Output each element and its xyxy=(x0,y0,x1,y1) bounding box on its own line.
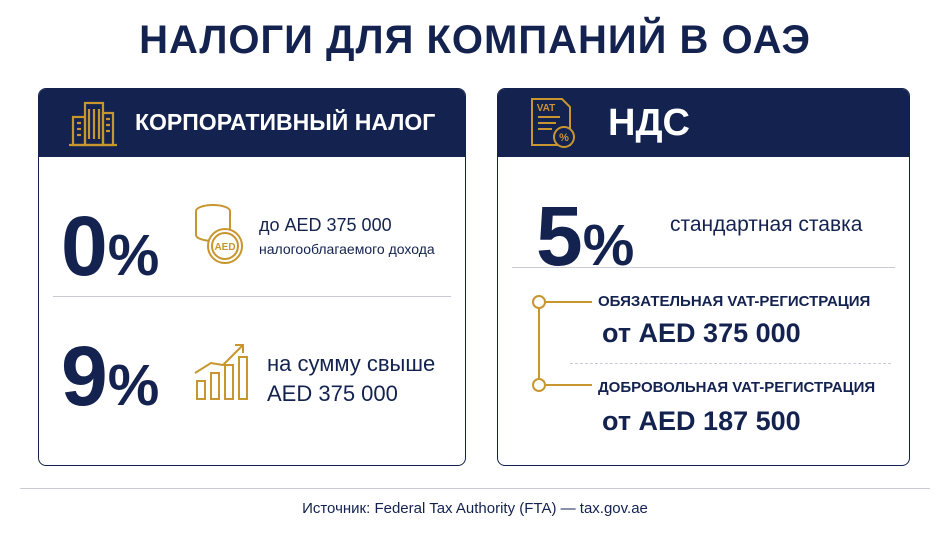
rate-nine-percent: % xyxy=(107,353,160,418)
page-title: НАЛОГИ ДЛЯ КОМПАНИЙ В ОАЭ xyxy=(139,18,811,62)
mandatory-registration-label: ОБЯЗАТЕЛЬНАЯ VAT-РЕГИСТРАЦИЯ xyxy=(598,293,871,310)
rate-zero-limit: до AED 375 000 xyxy=(259,215,392,235)
dashed-divider xyxy=(570,363,891,364)
rate-nine-number: 9 xyxy=(61,329,108,423)
timeline-connector xyxy=(528,292,598,392)
source-footer: Источник: Federal Tax Authority (FTA) — tax.gov.ae xyxy=(302,500,648,517)
vat-rate xyxy=(536,189,635,283)
rate-nine xyxy=(61,329,160,423)
corporate-tax-card xyxy=(38,88,466,466)
percent-glyph: % xyxy=(559,132,569,144)
office-building-icon xyxy=(65,95,121,151)
vat-card xyxy=(497,88,910,466)
vat-rate-percent: % xyxy=(582,213,635,278)
voluntary-registration-value: от AED 187 500 xyxy=(602,406,801,436)
growth-chart-icon xyxy=(191,339,253,403)
voluntary-registration-label: ДОБРОВОЛЬНАЯ VAT-РЕГИСТРАЦИЯ xyxy=(598,379,876,396)
vat-document-icon xyxy=(524,95,580,151)
corporate-tax-title: КОРПОРАТИВНЫЙ НАЛОГ xyxy=(135,109,436,135)
vat-rate-number: 5 xyxy=(536,189,583,283)
vat-header xyxy=(498,89,909,157)
corporate-tax-header xyxy=(39,89,465,157)
aed-coin-label: AED xyxy=(214,242,236,253)
rate-zero-percent: % xyxy=(107,223,160,288)
rate-zero xyxy=(61,199,160,293)
card-divider xyxy=(512,267,895,268)
card-divider xyxy=(53,296,451,297)
rate-nine-threshold-label: на сумму свыше xyxy=(267,351,436,376)
footer-divider xyxy=(20,488,930,489)
rate-zero-number: 0 xyxy=(61,199,108,293)
rate-zero-description: налогооблагаемого дохода xyxy=(259,241,435,257)
vat-title: НДС xyxy=(608,102,690,144)
rate-nine-threshold-value: AED 375 000 xyxy=(267,381,398,406)
mandatory-registration-value: от AED 375 000 xyxy=(602,318,801,348)
vat-rate-label: стандартная ставка xyxy=(670,213,863,236)
vat-icon-label: VAT xyxy=(536,103,556,114)
aed-coins-icon xyxy=(189,199,245,269)
